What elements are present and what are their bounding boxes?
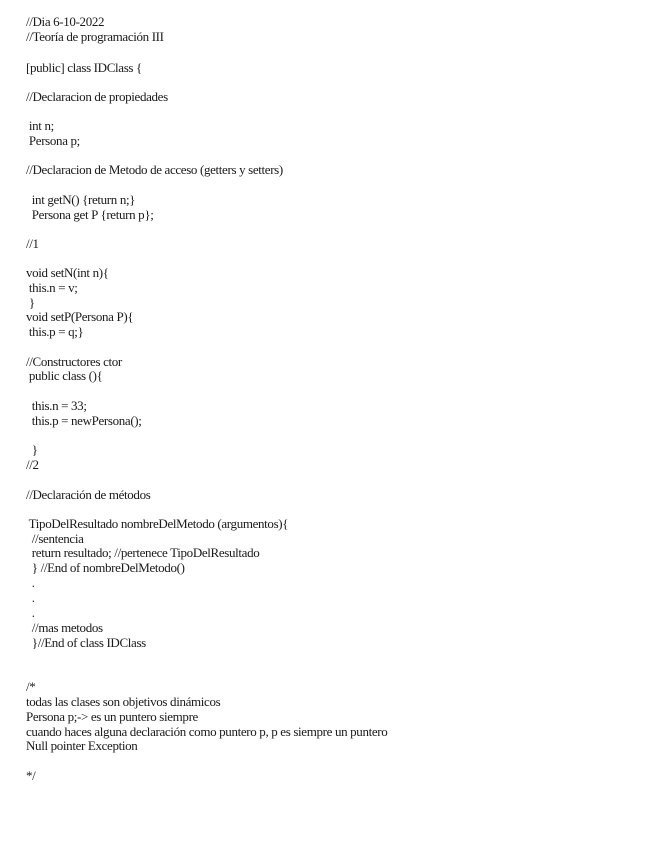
ellipsis-dot: . <box>26 590 35 605</box>
comment-methods: //Declaración de métodos <box>26 487 151 502</box>
class-declaration: [public] class IDClass { <box>26 60 142 75</box>
comment-date: //Dia 6-10-2022 <box>26 14 105 29</box>
note-declaration: cuando haces alguna declaración como puntero p, p es siempre un puntero <box>26 724 388 739</box>
ellipsis-dot: . <box>26 605 35 620</box>
setter-n-signature: void setN(int n){ <box>26 265 109 280</box>
comment-more-methods: //mas metodos <box>26 620 103 635</box>
method-close: } //End of nombreDelMetodo() <box>26 560 185 575</box>
method-return: return resultado; //pertenece TipoDelResultado <box>26 545 260 560</box>
getter-p: Persona get P {return p}; <box>26 207 154 222</box>
note-pointer: Persona p;-> es un puntero siempre <box>26 709 198 724</box>
setter-n-body: this.n = v; <box>26 280 78 295</box>
note-null-pointer: Null pointer Exception <box>26 738 138 753</box>
comment-accessors: //Declaracion de Metodo de acceso (getters y setters) <box>26 162 283 177</box>
constructor-close: } <box>26 442 38 457</box>
comment-properties: //Declaracion de propiedades <box>26 89 168 104</box>
note-dynamic-objects: todas las clases son objetivos dinámicos <box>26 694 221 709</box>
constructor-signature: public class (){ <box>26 368 103 383</box>
constructor-assign-p: this.p = newPersona(); <box>26 413 142 428</box>
comment-section-2: //2 <box>26 457 39 472</box>
getter-n: int getN() {return n;} <box>26 192 136 207</box>
constructor-assign-n: this.n = 33; <box>26 398 87 413</box>
setter-p-body: this.p = q;} <box>26 324 84 339</box>
field-p: Persona p; <box>26 133 80 148</box>
ellipsis-dot: . <box>26 575 35 590</box>
comment-course: //Teoría de programación III <box>26 29 164 44</box>
block-comment-open: /* <box>26 679 36 694</box>
field-n: int n; <box>26 118 54 133</box>
setter-n-close: } <box>26 295 35 310</box>
class-close: }//End of class IDClass <box>26 635 146 650</box>
method-comment-sentence: //sentencia <box>26 531 84 546</box>
method-signature: TipoDelResultado nombreDelMetodo (argumentos){ <box>26 516 289 531</box>
comment-section-1: //1 <box>26 236 39 251</box>
comment-constructors: //Constructores ctor <box>26 354 122 369</box>
setter-p-signature: void setP(Persona P){ <box>26 309 134 324</box>
block-comment-close: */ <box>26 768 36 783</box>
